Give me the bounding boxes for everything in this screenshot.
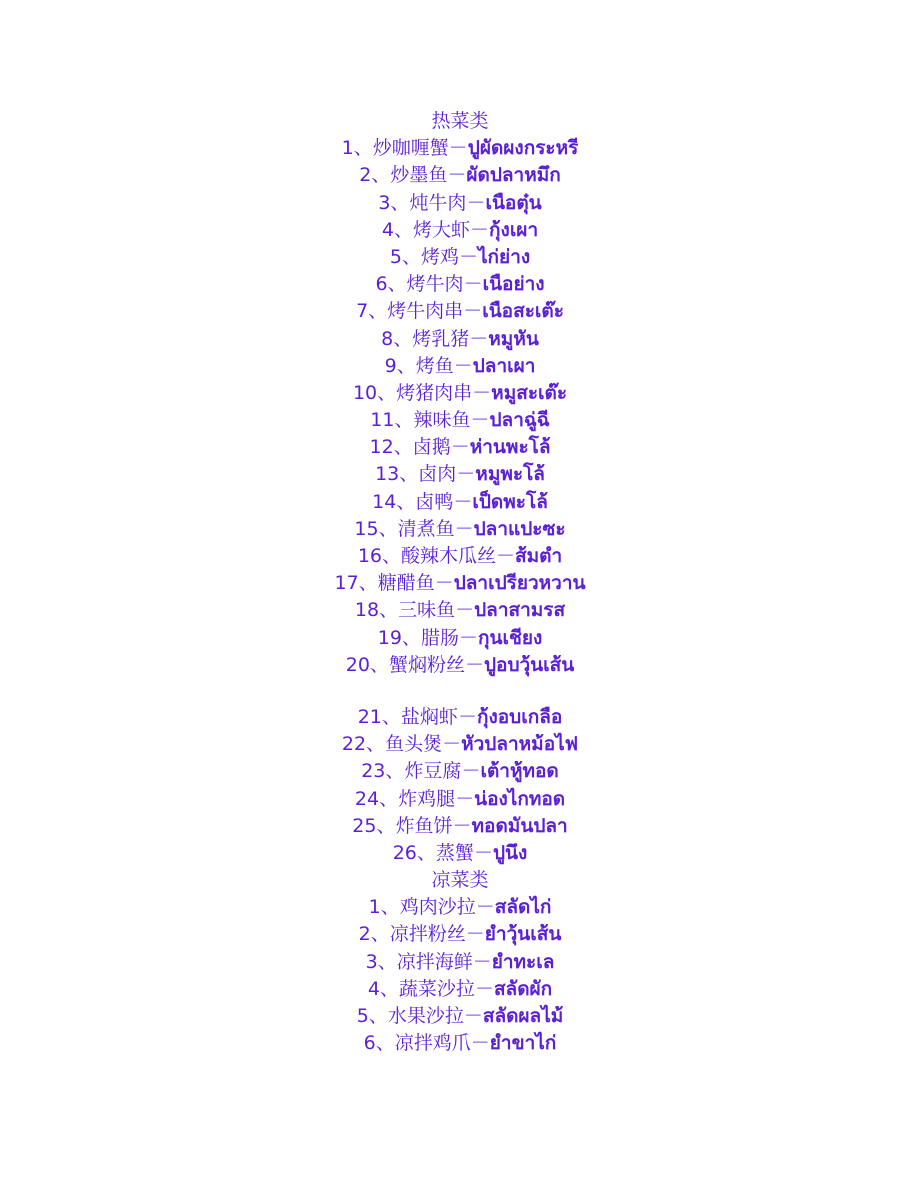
chinese-dish-name: 烤牛肉	[406, 273, 464, 296]
dash-separator: －	[453, 354, 473, 377]
menu-item	[0, 570, 920, 597]
item-number: 2	[359, 164, 372, 187]
enum-separator: 、	[385, 760, 405, 783]
menu-item	[0, 190, 920, 217]
dash-separator: －	[450, 436, 470, 459]
chinese-dish-name: 辣味鱼	[413, 409, 471, 432]
chinese-dish-name: 鸡肉沙拉	[399, 896, 476, 919]
enum-separator: 、	[378, 517, 398, 540]
thai-dish-name: ไก่ย่าง	[478, 245, 531, 268]
hot-dishes-list-continued	[0, 704, 920, 867]
dash-separator: －	[447, 164, 467, 187]
chinese-dish-name: 水果沙拉	[387, 1005, 464, 1027]
dash-separator: －	[469, 327, 489, 350]
menu-item	[0, 543, 920, 570]
menu-item	[0, 461, 920, 488]
dash-separator: －	[442, 733, 462, 756]
menu-item	[0, 298, 920, 325]
item-number: 23	[361, 760, 386, 783]
item-number: 22	[341, 733, 367, 756]
enum-separator: 、	[396, 490, 416, 513]
menu-item	[0, 949, 920, 976]
chinese-dish-name: 蒸蟹	[435, 841, 474, 864]
enum-separator: 、	[379, 787, 399, 810]
dash-separator: －	[455, 787, 475, 810]
thai-dish-name: ปลาเปรียวหวาน	[453, 572, 586, 595]
menu-item	[0, 921, 920, 948]
enum-separator: 、	[353, 137, 373, 160]
thai-dish-name: หมูพะโล้	[475, 463, 545, 486]
chinese-dish-name: 蔬菜沙拉	[398, 977, 475, 1000]
thai-dish-name: กุ้งอบเกลือ	[476, 705, 563, 728]
item-number: 9	[384, 354, 397, 377]
menu-item	[0, 840, 920, 867]
thai-dish-name: เนือสะเต๊ะ	[482, 300, 564, 323]
menu-item	[0, 1003, 920, 1030]
enum-separator: 、	[358, 572, 378, 595]
menu-item	[0, 353, 920, 380]
thai-dish-name: ยำวุ้นเส้น	[484, 923, 562, 946]
dash-separator: －	[453, 490, 473, 513]
dash-separator: －	[475, 896, 495, 919]
item-number: 13	[375, 463, 400, 486]
enum-separator: 、	[377, 381, 397, 404]
item-number: 19	[377, 626, 402, 649]
item-number: 3	[378, 191, 391, 214]
item-number: 1	[368, 896, 381, 919]
dash-separator: －	[454, 517, 474, 540]
enum-separator: 、	[368, 300, 388, 323]
dash-separator: －	[461, 760, 481, 783]
chinese-dish-name: 盐焖虾	[400, 705, 458, 728]
thai-dish-name: สลัดผัก	[493, 977, 553, 1000]
dash-separator: －	[465, 923, 485, 946]
item-number: 18	[354, 599, 380, 622]
menu-item	[0, 625, 920, 652]
enum-separator: 、	[390, 191, 410, 214]
item-number: 5	[356, 1005, 369, 1027]
menu-item	[0, 786, 920, 813]
chinese-dish-name: 炖牛肉	[409, 191, 467, 214]
menu-page	[0, 108, 920, 1057]
dash-separator: －	[464, 653, 484, 676]
item-number: 16	[357, 545, 382, 567]
chinese-dish-name: 炒墨鱼	[390, 164, 448, 187]
chinese-dish-name: 炸鸡腿	[398, 787, 456, 810]
dash-separator: －	[472, 381, 492, 404]
enum-separator: 、	[396, 354, 416, 377]
item-number: 6	[375, 273, 388, 296]
item-number: 14	[372, 490, 397, 513]
enum-separator: 、	[387, 273, 407, 296]
chinese-dish-name: 蟹焖粉丝	[388, 653, 465, 676]
thai-dish-name: เนือตุ๋น	[485, 191, 542, 214]
dash-separator: －	[452, 814, 472, 837]
dash-separator: －	[463, 300, 483, 323]
enum-separator: 、	[401, 626, 421, 649]
chinese-dish-name: 烤猪肉串	[396, 381, 473, 404]
enum-separator: 、	[369, 653, 389, 676]
chinese-dish-name: 卤鸭	[415, 490, 454, 513]
item-number: 6	[363, 1032, 376, 1055]
item-number: 5	[389, 245, 402, 268]
chinese-dish-name: 烤大虾	[413, 218, 471, 241]
chinese-dish-name: 炒咖喱蟹	[372, 137, 449, 160]
item-number: 24	[354, 787, 380, 810]
enum-separator: 、	[376, 814, 396, 837]
chinese-dish-name: 烤乳猪	[412, 327, 470, 350]
menu-item	[0, 244, 920, 271]
thai-dish-name: สลัดไก่	[494, 896, 552, 919]
item-number: 11	[370, 409, 395, 432]
enum-separator: 、	[366, 733, 386, 756]
thai-dish-name: ปูอบวุ้นเส้น	[483, 653, 575, 676]
thai-dish-name: ปลาฉู่ฉี	[489, 409, 550, 432]
menu-item	[0, 758, 920, 785]
item-number: 4	[367, 977, 380, 1000]
thai-dish-name: ปลาเผา	[472, 354, 536, 377]
menu-item	[0, 162, 920, 189]
enum-separator: 、	[393, 327, 413, 350]
item-number: 26	[392, 841, 417, 864]
dash-separator: －	[458, 626, 478, 649]
menu-item	[0, 704, 920, 731]
item-number: 4	[381, 218, 394, 241]
item-number: 10	[352, 381, 378, 404]
thai-dish-name: ผัดปลาหมึก	[466, 164, 561, 187]
item-number: 25	[352, 814, 377, 837]
thai-dish-name: หมูสะเต๊ะ	[491, 381, 568, 404]
dash-separator: －	[463, 1005, 483, 1027]
dash-separator: －	[472, 950, 492, 973]
menu-item	[0, 597, 920, 624]
enum-separator: 、	[377, 950, 397, 973]
dash-separator: －	[448, 137, 468, 160]
chinese-dish-name: 炸豆腐	[404, 760, 462, 783]
thai-dish-name: หมูหัน	[488, 327, 539, 350]
chinese-dish-name: 炸鱼饼	[395, 814, 453, 837]
enum-separator: 、	[401, 245, 421, 268]
enum-separator: 、	[379, 599, 399, 622]
dash-separator: －	[470, 1032, 490, 1055]
enum-separator: 、	[382, 545, 402, 567]
thai-dish-name: ปลาสามรส	[474, 599, 566, 622]
dash-separator: －	[473, 841, 493, 864]
enum-separator: 、	[399, 463, 419, 486]
menu-item	[0, 135, 920, 162]
enum-separator: 、	[380, 896, 400, 919]
chinese-dish-name: 糖醋鱼	[377, 572, 435, 595]
menu-item	[0, 271, 920, 298]
hot-dishes-heading: 热菜类	[431, 110, 489, 132]
menu-item	[0, 434, 920, 461]
menu-item	[0, 813, 920, 840]
menu-item	[0, 976, 920, 1003]
thai-dish-name: กุนเชียง	[477, 626, 543, 649]
thai-dish-name: ยำขาไก่	[489, 1032, 557, 1055]
cold-dishes-heading: 凉菜类	[431, 869, 489, 892]
section-gap	[0, 679, 920, 704]
thai-dish-name: สลัดผลไม้	[482, 1005, 564, 1027]
item-number: 1	[341, 137, 354, 160]
chinese-dish-name: 清煮鱼	[397, 517, 455, 540]
item-number: 7	[356, 300, 369, 323]
dash-separator: －	[457, 705, 477, 728]
chinese-dish-name: 腊肠	[420, 626, 459, 649]
item-number: 2	[358, 923, 371, 946]
dash-separator: －	[455, 599, 475, 622]
menu-item	[0, 516, 920, 543]
menu-item	[0, 407, 920, 434]
chinese-dish-name: 三味鱼	[398, 599, 456, 622]
chinese-dish-name: 卤肉	[418, 463, 457, 486]
enum-separator: 、	[381, 705, 401, 728]
thai-dish-name: หัวปลาหม้อไฟ	[461, 733, 579, 756]
item-number: 15	[354, 517, 379, 540]
thai-dish-name: ส้มตำ	[515, 545, 563, 567]
menu-item	[0, 1030, 920, 1057]
menu-item	[0, 731, 920, 758]
item-number: 3	[365, 950, 378, 973]
dash-separator: －	[474, 977, 494, 1000]
enum-separator: 、	[368, 1005, 388, 1027]
dash-separator: －	[466, 191, 486, 214]
menu-item	[0, 652, 920, 679]
menu-item	[0, 217, 920, 244]
dash-separator: －	[470, 218, 490, 241]
thai-dish-name: เต้าหู้ทอด	[480, 760, 559, 783]
thai-dish-name: กุ้งเผา	[489, 218, 539, 241]
item-number: 12	[369, 436, 394, 459]
enum-separator: 、	[393, 218, 413, 241]
item-number: 8	[381, 327, 394, 350]
thai-dish-name: ยำทะเล	[491, 950, 555, 973]
item-number: 21	[357, 705, 382, 728]
cold-dishes-list	[0, 894, 920, 1057]
chinese-dish-name: 凉拌鸡爪	[394, 1032, 471, 1055]
enum-separator: 、	[379, 977, 399, 1000]
hot-dishes-list	[0, 135, 920, 679]
dash-separator: －	[456, 463, 476, 486]
chinese-dish-name: 烤鱼	[415, 354, 454, 377]
thai-dish-name: ปูผัดผงกระหรี	[467, 137, 579, 160]
dash-separator: －	[470, 409, 490, 432]
menu-item	[0, 894, 920, 921]
enum-separator: 、	[416, 841, 436, 864]
thai-dish-name: ปูนึง	[492, 841, 528, 864]
chinese-dish-name: 卤鹅	[412, 436, 451, 459]
thai-dish-name: เนือย่าง	[482, 273, 545, 296]
enum-separator: 、	[394, 409, 414, 432]
thai-dish-name: น่องไกทอด	[474, 787, 566, 810]
chinese-dish-name: 凉拌海鲜	[396, 950, 473, 973]
menu-item	[0, 380, 920, 407]
item-number: 17	[334, 572, 359, 595]
enum-separator: 、	[371, 164, 391, 187]
chinese-dish-name: 烤牛肉串	[387, 300, 464, 323]
chinese-dish-name: 鱼头煲	[385, 733, 443, 756]
dash-separator: －	[458, 245, 478, 268]
chinese-dish-name: 凉拌粉丝	[389, 923, 466, 946]
enum-separator: 、	[393, 436, 413, 459]
dash-separator: －	[434, 572, 454, 595]
enum-separator: 、	[370, 923, 390, 946]
enum-separator: 、	[375, 1032, 395, 1055]
item-number: 20	[345, 653, 370, 676]
chinese-dish-name: 烤鸡	[420, 245, 459, 268]
chinese-dish-name: 酸辣木瓜丝	[401, 545, 497, 567]
menu-item	[0, 489, 920, 516]
dash-separator: －	[496, 545, 516, 567]
thai-dish-name: ทอดมันปลา	[471, 814, 568, 837]
dash-separator: －	[463, 273, 483, 296]
thai-dish-name: ปลาแปะซะ	[473, 517, 566, 540]
thai-dish-name: ห่านพะโล้	[469, 436, 551, 459]
thai-dish-name: เป็ดพะโล้	[472, 490, 548, 513]
menu-item	[0, 326, 920, 353]
